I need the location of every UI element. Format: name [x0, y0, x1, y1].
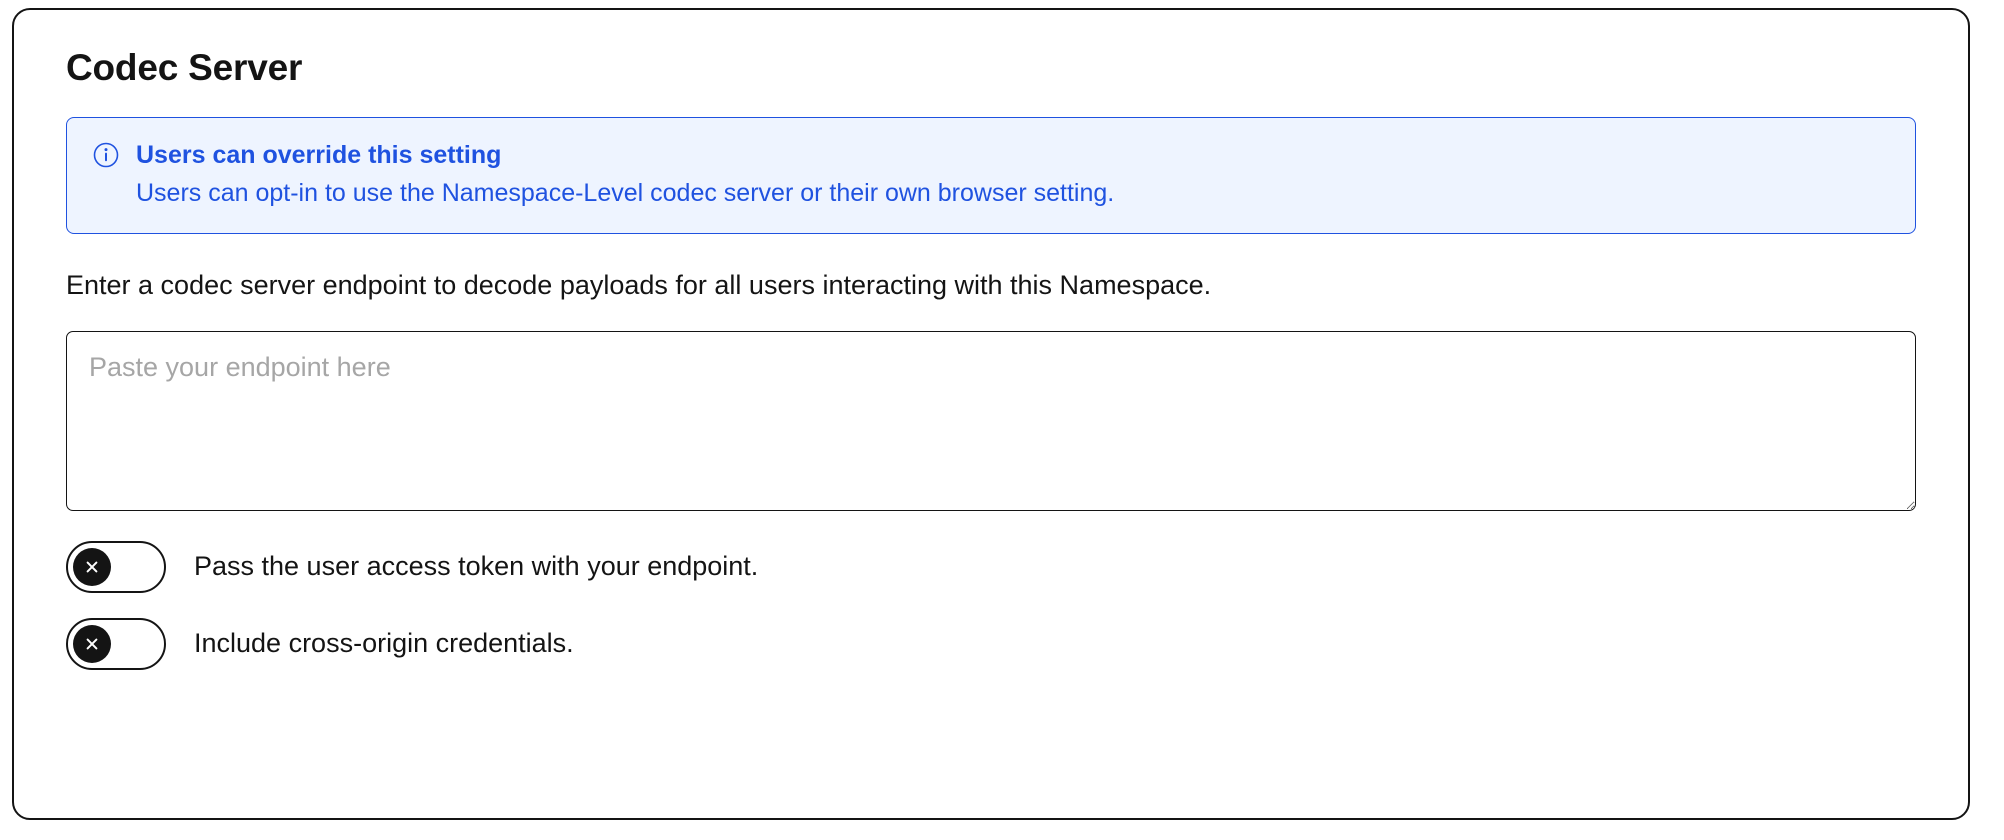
access-token-toggle-label: Pass the user access token with your endpoint. — [194, 551, 759, 582]
callout-title: Users can override this setting — [136, 140, 502, 169]
codec-server-panel — [12, 8, 1970, 820]
cross-origin-credentials-toggle-label: Include cross-origin credentials. — [194, 628, 574, 659]
x-icon — [73, 625, 111, 663]
page-title: Codec Server — [66, 47, 303, 88]
access-token-toggle[interactable] — [66, 541, 166, 593]
toggle-row-cross-origin — [66, 618, 1916, 670]
toggle-row-access-token — [66, 541, 1916, 593]
callout-body: Users can opt-in to use the Namespace-Level codec server or their own browser setting. — [136, 178, 1115, 207]
x-icon — [73, 548, 111, 586]
description-text: Enter a codec server endpoint to decode payloads for all users interacting with this Namespace. — [66, 270, 1212, 301]
override-setting-callout — [66, 117, 1916, 235]
cross-origin-credentials-toggle[interactable] — [66, 618, 166, 670]
codec-endpoint-input[interactable] — [66, 331, 1916, 511]
info-circle-icon — [93, 142, 119, 168]
